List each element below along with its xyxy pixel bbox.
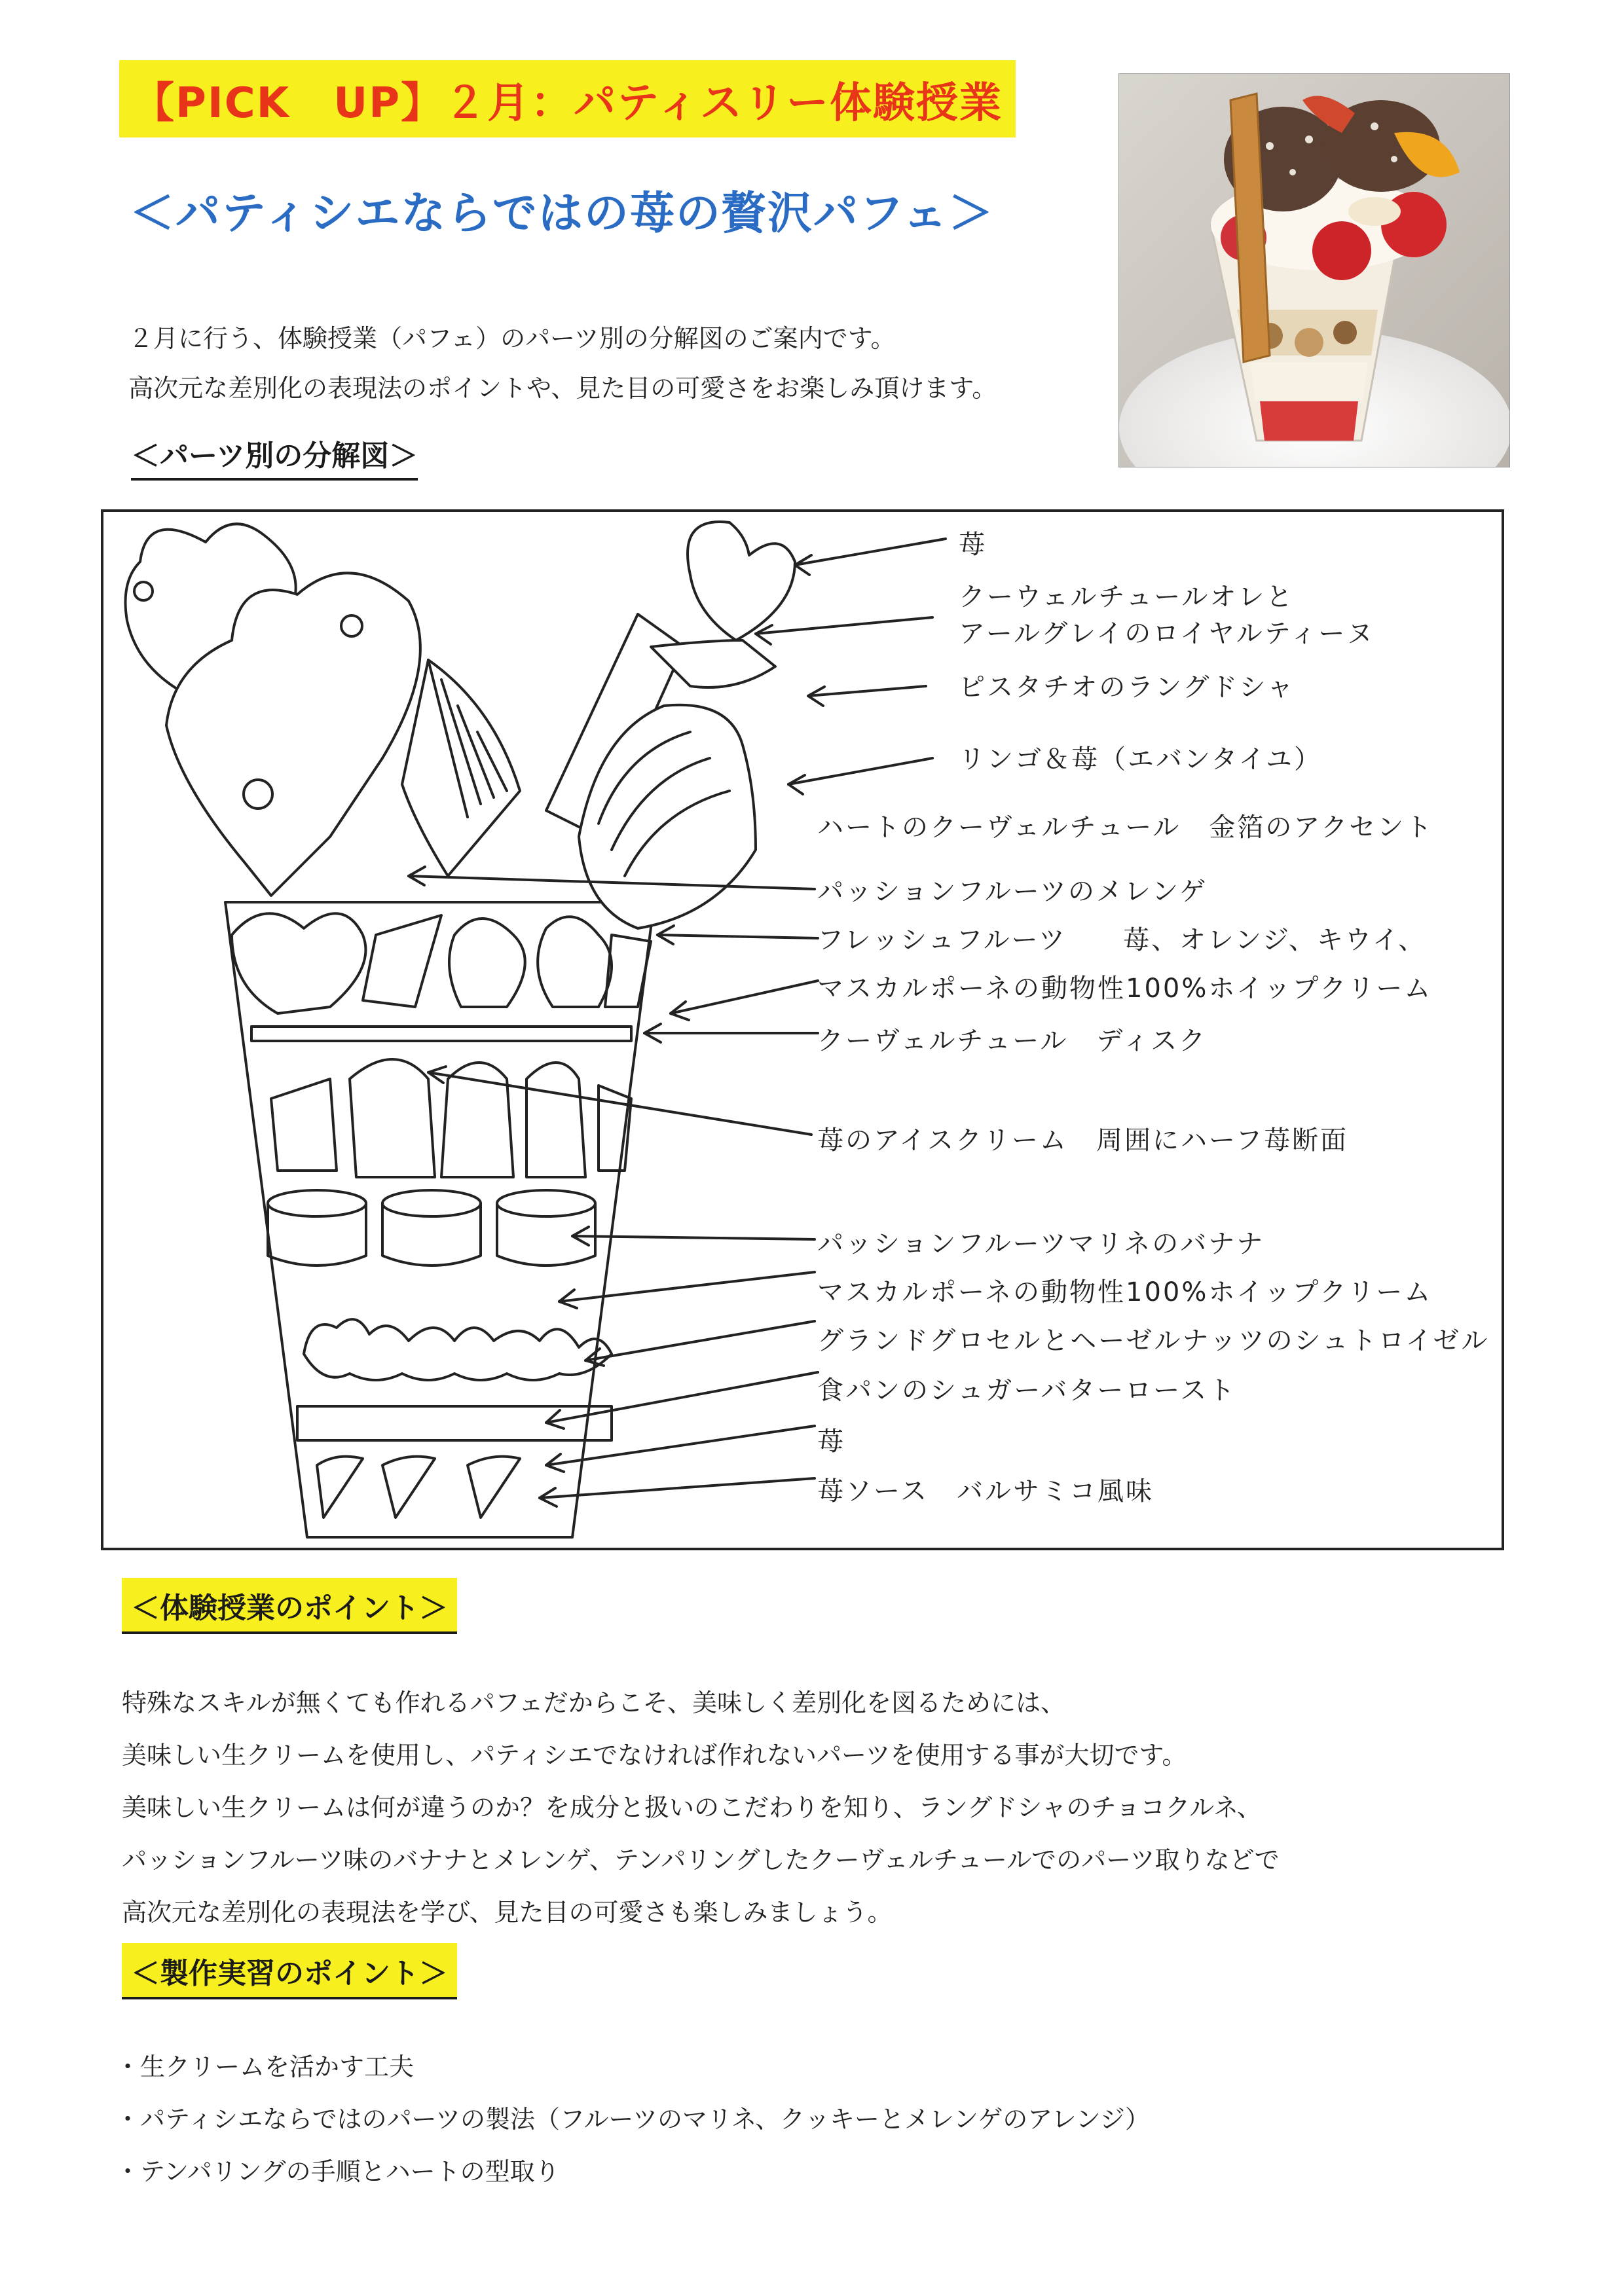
label-couverture-disk: クーヴェルチュール ディスク (817, 1026, 1208, 1056)
points-line-2: 美味しい生クリームを使用し、パティシエでなければ作れないパーツを使用する事が大切です。 (122, 1741, 1187, 1770)
label-earl-grey-feuilletine: アールグレイのロイヤルティーヌ (959, 619, 1375, 649)
intro-line-1: ２月に行う、体験授業（パフェ）のパーツ別の分解図のご案内です。 (128, 324, 896, 353)
page-title: 【PICK UP】２月：パティスリー体験授業 (119, 60, 1016, 137)
label-strawberry-top: 苺 (959, 530, 987, 560)
practice-item-2: ・パティシエならではのパーツの製法（フルーツのマリネ、クッキーとメレンゲのアレンジ） (115, 2105, 1150, 2134)
label-streusel: グランドグロセルとヘーゼルナッツのシュトロイゼル (817, 1326, 1490, 1356)
label-mascarpone-cream-top: マスカルポーネの動物性100%ホイップクリーム (817, 974, 1433, 1004)
label-mascarpone-cream-bottom: マスカルポーネの動物性100%ホイップクリーム (817, 1277, 1433, 1307)
parfait-line-drawing (101, 509, 1504, 1550)
parfait-photo (1118, 73, 1510, 467)
points-line-4: パッションフルーツ味のバナナとメレンゲ、テンパリングしたクーヴェルチュールでのパーツ取りなどで (122, 1846, 1280, 1874)
practice-item-1: ・生クリームを活かす工夫 (115, 2052, 415, 2081)
practice-item-3: ・テンパリングの手順とハートの型取り (115, 2157, 560, 2186)
label-couverture-lait: クーウェルチュールオレと (959, 582, 1295, 612)
intro-line-2: 高次元な差別化の表現法のポイントや、見た目の可愛さをお楽しみ頂けます。 (128, 374, 997, 403)
label-fresh-fruits: フレッシュフルーツ 苺、オレンジ、キウイ、 (817, 925, 1426, 955)
points-line-1: 特殊なスキルが無くても作れるパフェだからこそ、美味しく差別化を図るためには、 (122, 1688, 1065, 1717)
label-heart-couverture: ハートのクーヴェルチュール 金箔のアクセント (817, 812, 1434, 843)
points-line-3: 美味しい生クリームは何が違うのか？を成分と扱いのこだわりを知り、ラングドシャのチョコクルネ、 (122, 1793, 1262, 1822)
label-apple-strawberry-eventail: リンゴ＆苺（エバンタイユ） (959, 744, 1322, 774)
points-line-5: 高次元な差別化の表現法を学び、見た目の可愛さも楽しみましょう。 (122, 1898, 893, 1927)
diagram-heading: ＜パーツ別の分解図＞ (131, 432, 418, 481)
label-passion-meringue: パッションフルーツのメレンゲ (817, 877, 1208, 907)
practice-heading: ＜製作実習のポイント＞ (122, 1943, 457, 1999)
page-subtitle: ＜パティシエならではの苺の贅沢パフェ＞ (130, 188, 995, 240)
label-pistachio-langue-de-chat: ピスタチオのラングドシャ (959, 672, 1295, 702)
label-strawberry-ice-cream: 苺のアイスクリーム 周囲にハーフ苺断面 (817, 1125, 1348, 1156)
label-strawberry-bottom: 苺 (817, 1427, 845, 1457)
label-passion-banana: パッションフルーツマリネのバナナ (817, 1229, 1265, 1259)
points-heading: ＜体験授業のポイント＞ (122, 1578, 457, 1634)
label-toast: 食パンのシュガーバターロースト (817, 1376, 1237, 1406)
label-strawberry-sauce: 苺ソース バルサミコ風味 (817, 1476, 1154, 1506)
